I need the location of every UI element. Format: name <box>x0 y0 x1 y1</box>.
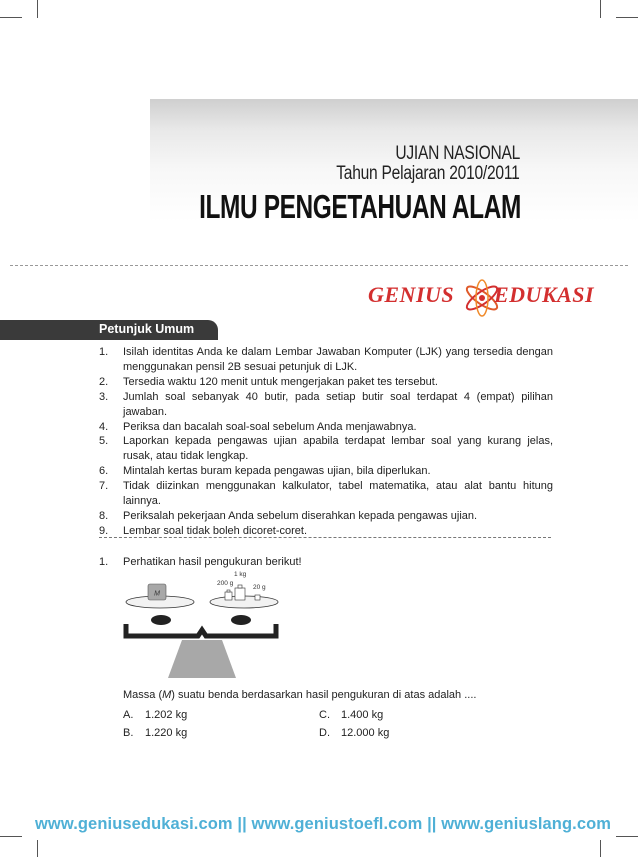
instruction-item <box>99 375 553 390</box>
crop-mark <box>0 836 22 837</box>
instruction-item <box>99 509 553 524</box>
option-value: 12.000 kg <box>341 727 390 739</box>
question-stem <box>123 689 476 701</box>
item-text: Periksa dan bacalah soal-soal sebelum Anda menjawabnya. <box>123 420 417 433</box>
question-prompt: Perhatikan hasil pengukuran berikut! <box>123 556 302 568</box>
academic-year: Tahun Pelajaran 2010/2011 <box>336 163 520 184</box>
question-number: 1. <box>99 556 109 568</box>
instruction-item <box>99 479 553 509</box>
crop-mark <box>37 0 38 18</box>
option-label: C. <box>319 709 330 721</box>
crop-mark <box>600 840 601 857</box>
item-text: Lembar soal tidak boleh dicoret-coret. <box>123 524 308 537</box>
option-value: 1.220 kg <box>145 727 188 739</box>
left-pan-support <box>151 615 171 625</box>
crop-mark <box>600 0 601 18</box>
instruction-item <box>99 434 553 464</box>
stem-text: ) suatu benda berdasarkan hasil pengukuran di atas adalah .... <box>171 689 477 701</box>
item-text: Periksalah pekerjaan Anda sebelum diserahkan kepada pengawas ujian. <box>123 509 478 522</box>
right-pan-support <box>231 615 251 625</box>
item-text: Mintalah kertas buram kepada pengawas ujian, bila diperlukan. <box>123 465 431 478</box>
item-number: 3. <box>99 390 109 403</box>
item-number: 6. <box>99 465 109 478</box>
item-text: Laporkan kepada pengawas ujian apabila terdapat lembar soal yang kurang jelas, rusak, atau tidak lengkap. <box>123 435 553 463</box>
logo-text-left: GENIUS <box>368 282 455 307</box>
header-divider <box>10 265 628 266</box>
weight-200g <box>225 592 232 600</box>
balance-scale-figure <box>120 568 280 680</box>
item-text: Tidak diizinkan menggunakan kalkulator, tabel matematika, atau alat bantu hitung lainnya. <box>123 480 553 508</box>
instructions-list <box>99 345 553 539</box>
subject-title: ILMU PENGETAHUAN ALAM <box>199 188 521 225</box>
crop-mark <box>616 836 638 837</box>
crop-mark <box>616 17 638 18</box>
genius-edukasi-logo <box>368 275 618 320</box>
weight-20g-label: 20 g <box>253 584 266 591</box>
crop-mark <box>37 840 38 857</box>
exam-name: UJIAN NASIONAL <box>395 143 520 164</box>
logo-text-right: EDUKASI <box>494 282 595 307</box>
item-number: 7. <box>99 480 109 493</box>
weight-200g-label: 200 g <box>217 580 234 587</box>
item-number: 5. <box>99 435 109 448</box>
scale-base <box>168 640 236 678</box>
option-value: 1.400 kg <box>341 709 384 721</box>
item-text: Jumlah soal sebanyak 40 butir, pada setiap butir soal terdapat 4 (empat) pilihan jawaban. <box>123 390 553 418</box>
item-number: 4. <box>99 420 109 433</box>
option-label: B. <box>123 727 134 739</box>
instruction-item <box>99 420 553 435</box>
crop-mark <box>0 17 22 18</box>
mass-label: M <box>154 590 160 598</box>
instruction-item <box>99 345 553 375</box>
item-text: Tersedia waktu 120 menit untuk mengerjakan paket tes tersebut. <box>123 375 438 388</box>
section-divider <box>99 537 551 538</box>
instructions-title: Petunjuk Umum <box>99 322 195 336</box>
option-label: A. <box>123 709 134 721</box>
item-number: 2. <box>99 375 109 388</box>
weight-1kg-label: 1 kg <box>234 571 247 578</box>
stem-variable: M <box>162 689 172 701</box>
instruction-item <box>99 464 553 479</box>
item-number: 8. <box>99 509 109 522</box>
weight-1kg <box>235 588 245 600</box>
instruction-item <box>99 390 553 420</box>
footer-links: www.geniusedukasi.com || www.geniustoefl.com || www.geniuslang.com <box>35 815 612 833</box>
stem-text: Massa ( <box>123 689 163 701</box>
option-value: 1.202 kg <box>145 709 188 721</box>
item-number: 9. <box>99 524 109 537</box>
option-label: D. <box>319 727 330 739</box>
item-text: Isilah identitas Anda ke dalam Lembar Jawaban Komputer (LJK) yang tersedia dengan menggunakan pensil 2B sesuai petunjuk di LJK. <box>123 346 553 373</box>
scale-beam <box>126 624 276 636</box>
item-number: 1. <box>99 346 109 358</box>
weight-20g <box>255 595 260 600</box>
header-band <box>150 99 638 274</box>
